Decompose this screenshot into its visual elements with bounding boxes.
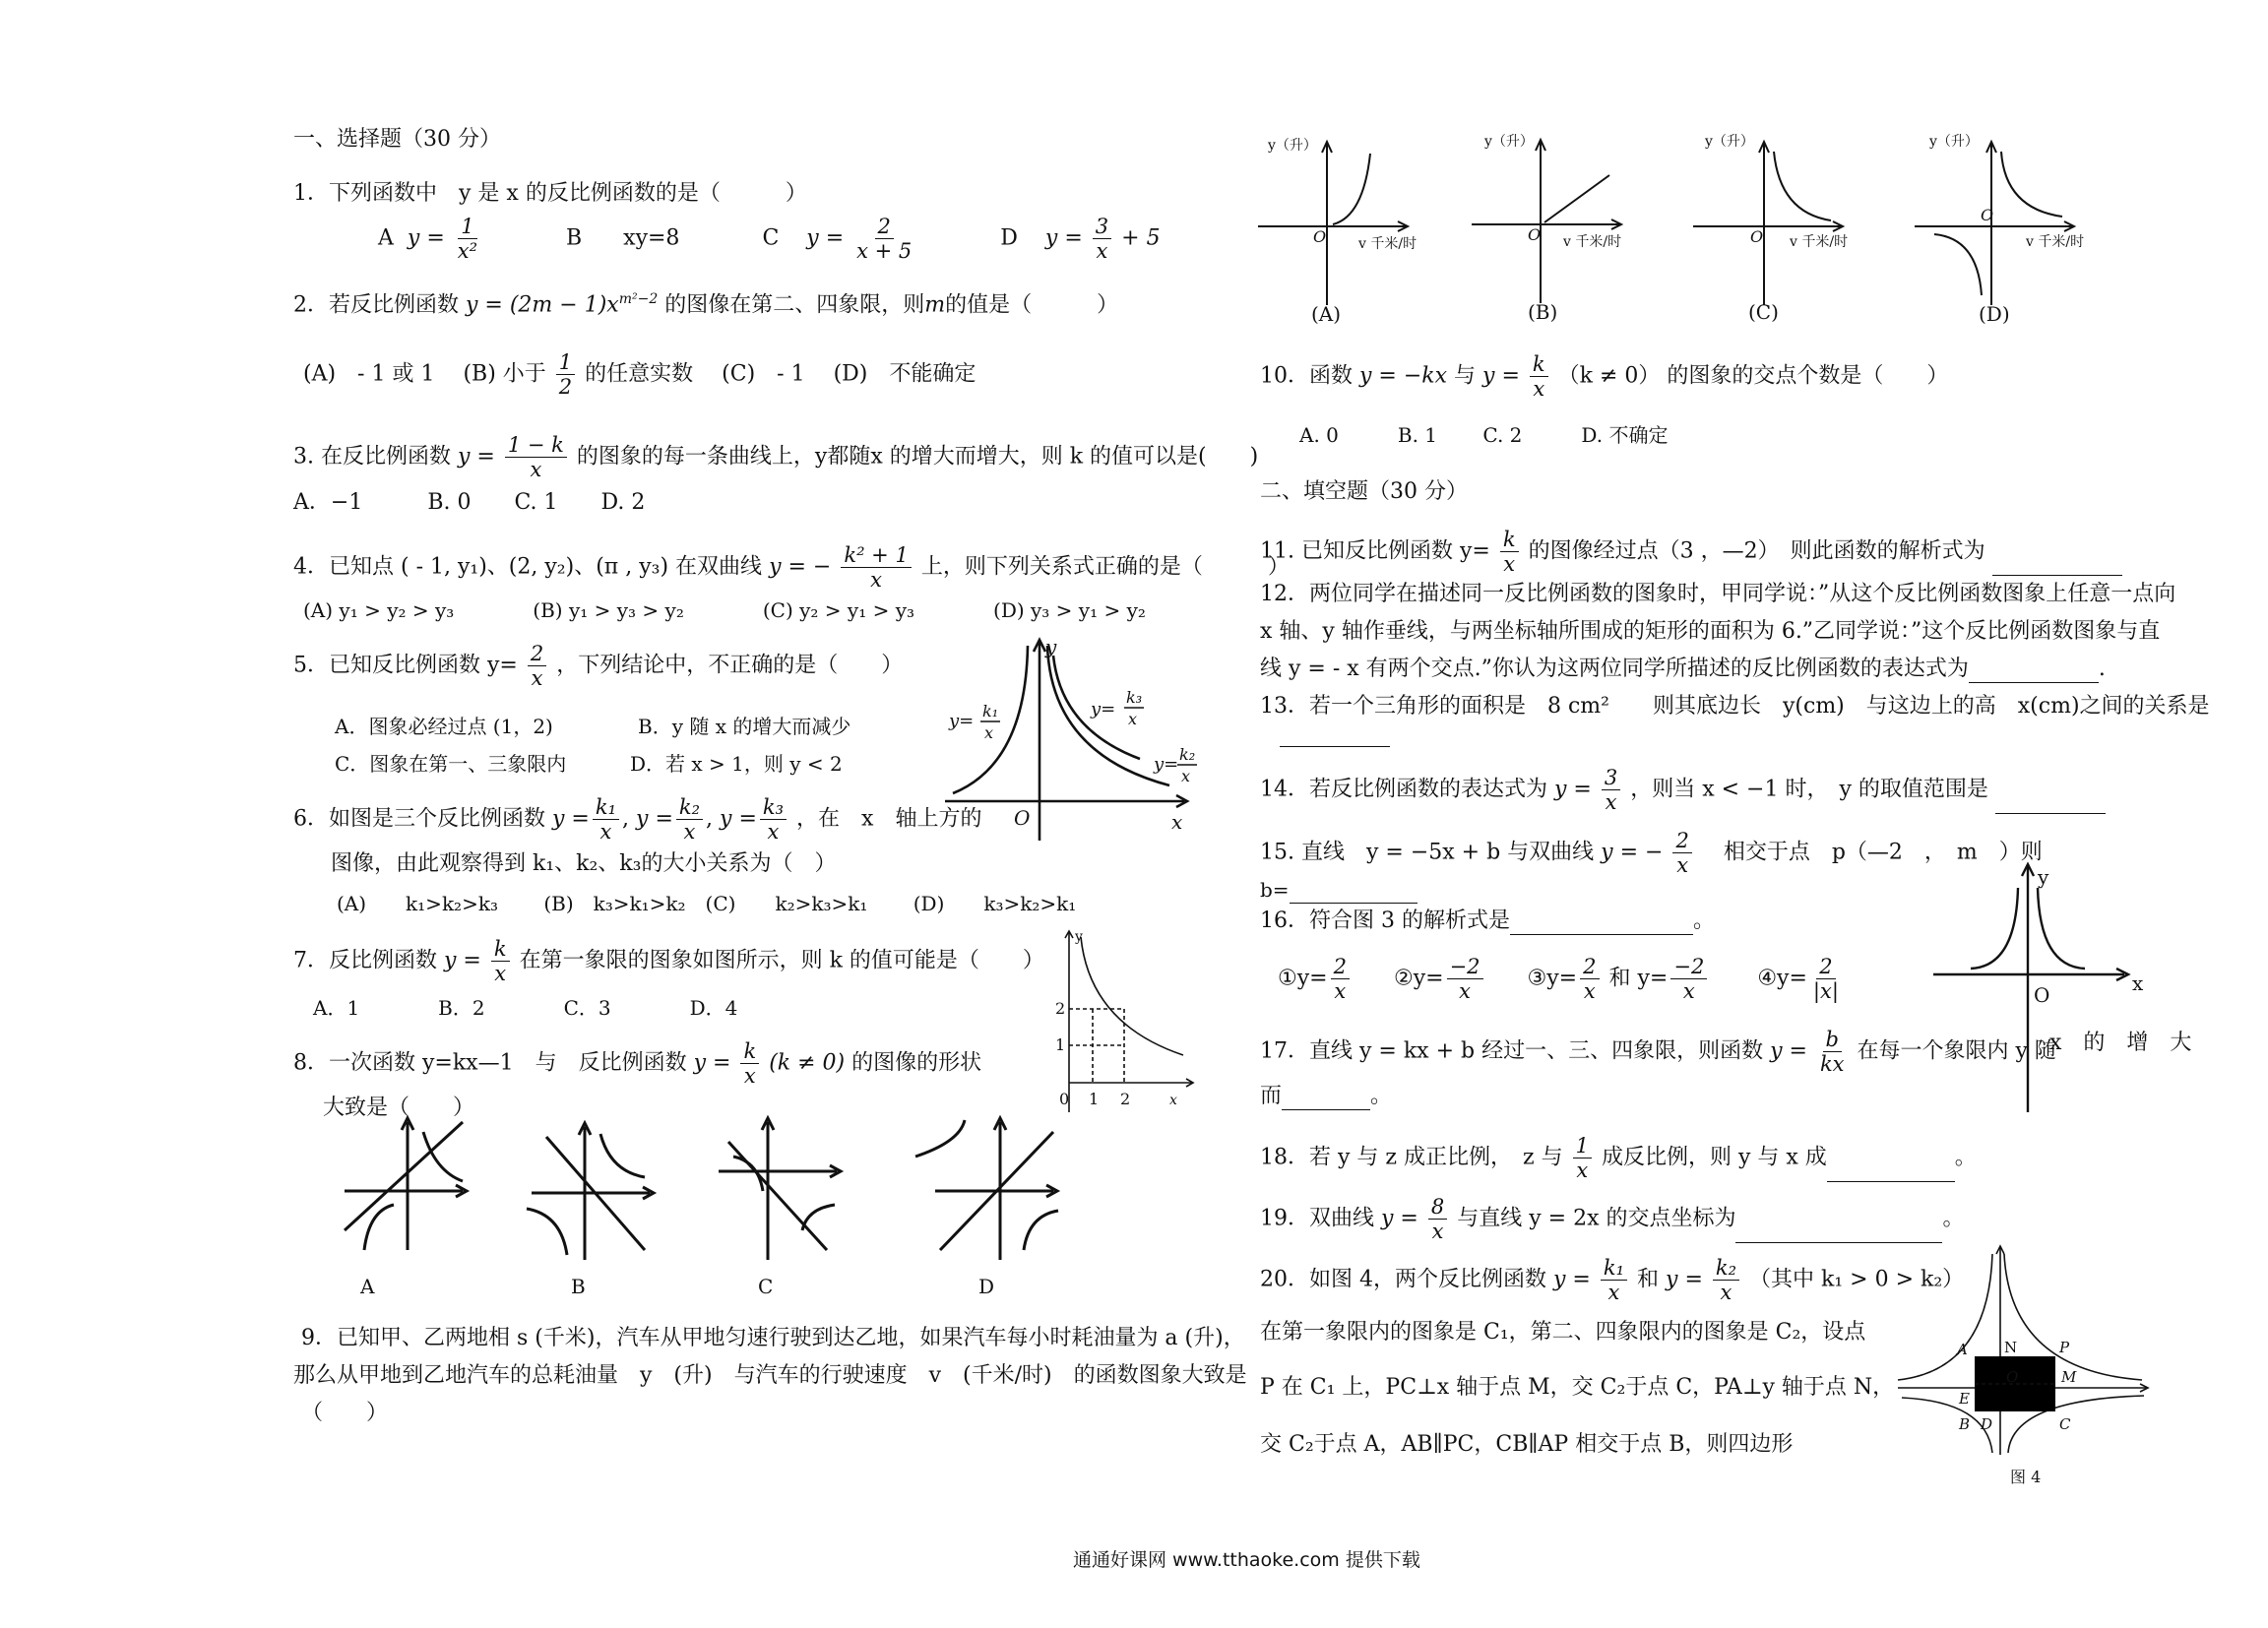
q6-stem: 6．如图是三个反比例函数 y = $\frac{\text{k₁}}{x}$ , y = $\frac{\text{k₂}}{x}$ , y = $\frac{\text{k₃}}{x}$ ，在 x 轴上方的 bbox=[293, 795, 982, 844]
svg-text:1: 1 bbox=[1055, 1035, 1066, 1054]
q1-optA-label: A bbox=[378, 225, 394, 251]
q9-label-b: (B) bbox=[1528, 300, 1558, 324]
svg-text:y（升）: y（升） bbox=[1929, 134, 1979, 150]
q9-graph-b bbox=[1472, 140, 1621, 303]
q12-line1: 12．两位同学在描述同一反比例函数的图象时，甲同学说：”从这个反比例函数图象上任意一点向 bbox=[1260, 582, 2176, 606]
svg-text:2: 2 bbox=[1120, 1090, 1131, 1108]
svg-text:O: O bbox=[2034, 983, 2050, 1007]
q5-optA: A．图象必经过点 (1，2) bbox=[335, 715, 553, 738]
q8-stem-2: 大致是（ ） bbox=[323, 1096, 475, 1120]
q8-stem: 8．一次函数 y=kx—1 与 反比例函数 y = $\frac{k}{x}$ (k ≠ 0) 的图像的形状 bbox=[293, 1039, 982, 1088]
svg-text:B: B bbox=[1959, 1415, 1971, 1433]
q14-blank[interactable] bbox=[1995, 813, 2106, 814]
q1-optC-label: C bbox=[762, 225, 780, 251]
q13-line1: 13．若一个三角形的面积是 8 cm² 则其底边长 y(cm) 与这边上的高 x(cm)之间的关系是 bbox=[1260, 694, 2210, 719]
q10-stem: 10．函数 y = −kx 与 y = $\frac{k}{x}$ （k ≠ 0） 的图象的交点个数是（ ） bbox=[1260, 352, 1949, 401]
q7-stem: 7．反比例函数 y = $\frac{k}{x}$ 在第一象限的图象如图所示，则 k 的值可能是（ ） bbox=[293, 937, 1044, 985]
q1-optB-text: xy=8 bbox=[623, 225, 680, 251]
q8-graph-d bbox=[915, 1118, 1058, 1260]
svg-text:y: y bbox=[2038, 865, 2049, 889]
svg-text:x: x bbox=[1181, 767, 1191, 785]
q10-options: A. 0 B. 1 C. 2 D. 不确定 bbox=[1299, 423, 1669, 447]
q12-blank[interactable] bbox=[1969, 682, 2099, 683]
q5-stem: 5．已知反比例函数 y= $\frac{2}{x}$ ，下列结论中，不正确的是（ ） bbox=[293, 642, 904, 690]
q7-options: A．1 B．2 C．3 D．4 bbox=[313, 996, 738, 1020]
q20-figure bbox=[1894, 1242, 2154, 1488]
q15-blank[interactable] bbox=[1290, 903, 1418, 904]
q17-stem: 17．直线 y = kx + b 经过一、三、四象限，则函数 y = $\frac{b}{kx}$ 在每一个象限内 y 随 bbox=[1260, 1028, 2056, 1076]
svg-text:y: y bbox=[1075, 929, 1083, 945]
q1-optA-lhs: y = bbox=[407, 225, 445, 251]
svg-text:y（升）: y（升） bbox=[1705, 134, 1754, 150]
q18-stem: 18．若 y 与 z 成正比例， z 与 $\frac{1}{x}$ 成反比例，则 y 与 x 成 。 bbox=[1260, 1134, 1977, 1182]
q9-label-c: (C) bbox=[1748, 300, 1779, 324]
q17-line2: 而 。 bbox=[1260, 1084, 1393, 1108]
q16-stem: 16．符合图 3 的解析式是 。 bbox=[1260, 908, 1715, 933]
svg-text:M: M bbox=[2061, 1368, 2077, 1386]
section1-title: 一、选择题（30 分） bbox=[293, 127, 501, 152]
q12-line3: 线 y = - x 有两个交点.”你认为这两位同学所描述的反比例函数的表达式为 . bbox=[1260, 657, 2106, 681]
svg-text:x: x bbox=[984, 723, 994, 742]
section2-title: 二、填空题（30 分） bbox=[1260, 479, 1468, 504]
q6-stem-2: 图像，由此观察得到 k₁、k₂、k₃的大小关系为（ ） bbox=[331, 851, 837, 876]
svg-text:v 千米/时: v 千米/时 bbox=[2026, 234, 2085, 250]
q11-stem: 11. 已知反比例函数 y= $\frac{k}{x}$ 的图像经过点（3 ，—2） 则此函数的解析式为 bbox=[1260, 528, 2122, 576]
q6-figure bbox=[943, 636, 1199, 843]
q6-options: (A) k₁>k₂>k₃ (B) k₃>k₁>k₂ (C) k₂>k₃>k₁ (D) k₃>k₂>k₁ bbox=[337, 892, 1077, 915]
q17-stem-c: x 的 增 大 bbox=[2049, 1031, 2192, 1055]
q7-figure bbox=[1045, 925, 1203, 1122]
q3-options: A．−1 B. 0 C. 1 D. 2 bbox=[293, 490, 646, 515]
q16-blank[interactable] bbox=[1510, 934, 1693, 935]
svg-text:x: x bbox=[1128, 710, 1138, 728]
svg-text:P: P bbox=[2059, 1339, 2070, 1356]
q20-line2: 在第一象限内的图象是 C₁，第二、四象限内的图象是 C₂，设点 bbox=[1260, 1320, 1866, 1345]
q1-optD-label: D bbox=[1000, 225, 1018, 251]
svg-text:D: D bbox=[1981, 1415, 1993, 1433]
q9-line3: （ ） bbox=[301, 1401, 389, 1425]
q5-optB: B．y 随 x 的增大而减少 bbox=[638, 715, 851, 738]
q1-optD-frac: $\frac{3}{x}$ bbox=[1093, 215, 1111, 263]
svg-text:y=: y= bbox=[949, 711, 975, 731]
svg-text:y=: y= bbox=[1091, 699, 1116, 720]
svg-text:y（升）: y（升） bbox=[1484, 134, 1534, 150]
q1-stem: 1．下列函数中 y 是 x 的反比例函数的是（ ） bbox=[293, 181, 807, 206]
fig4-caption: 图 4 bbox=[2010, 1468, 2042, 1486]
q9-graphs bbox=[1250, 128, 2136, 340]
svg-text:A: A bbox=[1957, 1341, 1968, 1358]
svg-text:0: 0 bbox=[1059, 1090, 1070, 1108]
q20-stem: 20．如图 4，两个反比例函数 y = $\frac{\text{k₁}}{x}$ 和 y = $\frac{\text{k₂}}{x}$ （其中 k₁ > 0 > k₂） bbox=[1260, 1256, 1965, 1304]
q20-line4: 交 C₂于点 A，AB∥PC，CB∥AP 相交于点 B，则四边形 bbox=[1260, 1432, 1794, 1457]
q8-graph-c bbox=[719, 1118, 841, 1260]
q15-line2: b= bbox=[1260, 876, 1418, 904]
q1-optD-lhs: y = bbox=[1044, 225, 1083, 251]
q8-label-a: A bbox=[360, 1275, 375, 1298]
q1-optC-lhs: y = bbox=[806, 225, 845, 251]
q8-label-d: D bbox=[978, 1275, 995, 1298]
svg-text:O: O bbox=[1528, 225, 1542, 244]
q1-optC-frac: $\frac{2}{x + 5}$ bbox=[856, 215, 913, 263]
q4-options: (A) y₁ > y₂ > y₃ (B) y₁ > y₃ > y₂ (C) y₂ > y₁ > y₃ (D) y₃ > y₁ > y₂ bbox=[303, 598, 1146, 622]
svg-text:2: 2 bbox=[1055, 999, 1066, 1018]
svg-text:k₂: k₂ bbox=[1179, 745, 1196, 764]
q2-stem: 2．若反比例函数 $y = (2m - 1)x^{m^2-2}$ 的图像在第二、四象限，则m的值是（ ） bbox=[293, 291, 1119, 318]
q9-graph-c bbox=[1693, 142, 1843, 305]
svg-text:O: O bbox=[1981, 206, 1994, 224]
q9-graph-d bbox=[1915, 142, 2074, 305]
q13-blank[interactable] bbox=[1280, 726, 1390, 747]
q11-blank[interactable] bbox=[1992, 575, 2122, 576]
q15-stem: 15. 直线 y = −5x + b 与双曲线 y = − $\frac{2}{x}$ 相交于点 p（—2 ， m ）则 bbox=[1260, 829, 2043, 877]
svg-text:v 千米/时: v 千米/时 bbox=[1358, 236, 1418, 252]
q9-graph-a bbox=[1258, 142, 1408, 305]
q2-options: (A) - 1 或 1 (B) 小于 $\frac{1}{2}$ 的任意实数 (C) - 1 (D) 不能确定 bbox=[303, 350, 976, 399]
q9-line2: 那么从甲地到乙地汽车的总耗油量 y (升) 与汽车的行驶速度 v (千米/时) 的函数图象大致是 bbox=[293, 1363, 1247, 1388]
q1-options bbox=[378, 215, 1161, 263]
svg-text:y=: y= bbox=[1154, 754, 1179, 775]
svg-text:y（升）: y（升） bbox=[1268, 138, 1317, 154]
q5-optD: D．若 x > 1，则 y < 2 bbox=[630, 752, 843, 776]
page-footer: 通通好课网 www.tthaoke.com 提供下载 bbox=[1073, 1549, 1420, 1571]
svg-text:k₃: k₃ bbox=[1126, 688, 1143, 707]
q1-optA-frac: $\frac{1}{\text{x²}}$ bbox=[457, 215, 478, 263]
svg-text:x: x bbox=[1169, 1093, 1177, 1108]
q6-fig-x: x bbox=[1171, 810, 1183, 834]
svg-text:E: E bbox=[1959, 1390, 1970, 1408]
svg-text:x: x bbox=[2132, 971, 2144, 995]
q12-line2: x 轴、y 轴作垂线，与两坐标轴所围成的矩形的面积为 6.”乙同学说：”这个反比例函数图象与直 bbox=[1260, 619, 2161, 644]
q17-blank[interactable] bbox=[1282, 1109, 1370, 1110]
svg-text:C: C bbox=[2059, 1415, 2071, 1433]
svg-text:v 千米/时: v 千米/时 bbox=[1563, 234, 1622, 250]
q19-stem: 19．双曲线 y = $\frac{8}{x}$ 与直线 y = 2x 的交点坐标为 。 bbox=[1260, 1195, 1965, 1243]
q20-line3: P 在 C₁ 上，PC⊥x 轴于点 M，交 C₂于点 C，PA⊥y 轴于点 N， bbox=[1260, 1375, 1895, 1400]
q1-optD-tail: + 5 bbox=[1121, 225, 1161, 251]
q9-label-a: (A) bbox=[1311, 302, 1342, 326]
q16-options: ①y= $\frac{2}{x}$ ②y= $\frac{-2}{x}$ ③y= $\frac{2}{x}$ 和 y= $\frac{-2}{x}$ ④y= $\frac{2}{|x|}$ bbox=[1278, 955, 1839, 1003]
q18-blank[interactable] bbox=[1827, 1181, 1955, 1182]
svg-text:O: O bbox=[2006, 1368, 2019, 1386]
q9-label-d: (D) bbox=[1979, 302, 2010, 326]
q8-graph-a bbox=[345, 1118, 467, 1250]
q9-line1: 9．已知甲、乙两地相 s (千米)，汽车从甲地匀速行驶到达乙地，如果汽车每小时耗油量为 a (升)， bbox=[301, 1326, 1245, 1350]
svg-text:O: O bbox=[1313, 227, 1327, 246]
svg-text:v 千米/时: v 千米/时 bbox=[1790, 234, 1849, 250]
svg-text:1: 1 bbox=[1089, 1090, 1100, 1108]
q8-graphs bbox=[325, 1112, 1093, 1299]
svg-text:O: O bbox=[1750, 227, 1764, 246]
q16-figure bbox=[1931, 858, 2148, 1114]
q5-optC: C．图象在第一、三象限内 bbox=[335, 752, 567, 776]
svg-text:k₁: k₁ bbox=[982, 702, 999, 720]
q6-fig-o: O bbox=[1014, 806, 1031, 830]
q6-fig-y: y bbox=[1045, 636, 1057, 658]
svg-text:N: N bbox=[2004, 1339, 2018, 1356]
q8-graph-b bbox=[527, 1123, 654, 1260]
q3-stem: 3. 在反比例函数 y = $\frac{1 - k}{x}$ 的图象的每一条曲线上，y都随x 的增大而增大，则 k 的值可以是( ) bbox=[293, 433, 1259, 481]
q1-optB-label: B bbox=[566, 225, 583, 251]
q8-label-b: B bbox=[571, 1275, 586, 1298]
q4-stem: 4．已知点 ( - 1, y₁)、(2, y₂)、(π , y₃) 在双曲线 y = − $\frac{\text{k² + 1}}{x}$ 上，则下列关系式正确的是（ ） bbox=[293, 543, 1290, 592]
q8-label-c: C bbox=[758, 1275, 774, 1298]
q14-stem: 14．若反比例函数的表达式为 y = $\frac{3}{x}$ ，则当 x < −1 时， y 的取值范围是 bbox=[1260, 766, 2106, 814]
